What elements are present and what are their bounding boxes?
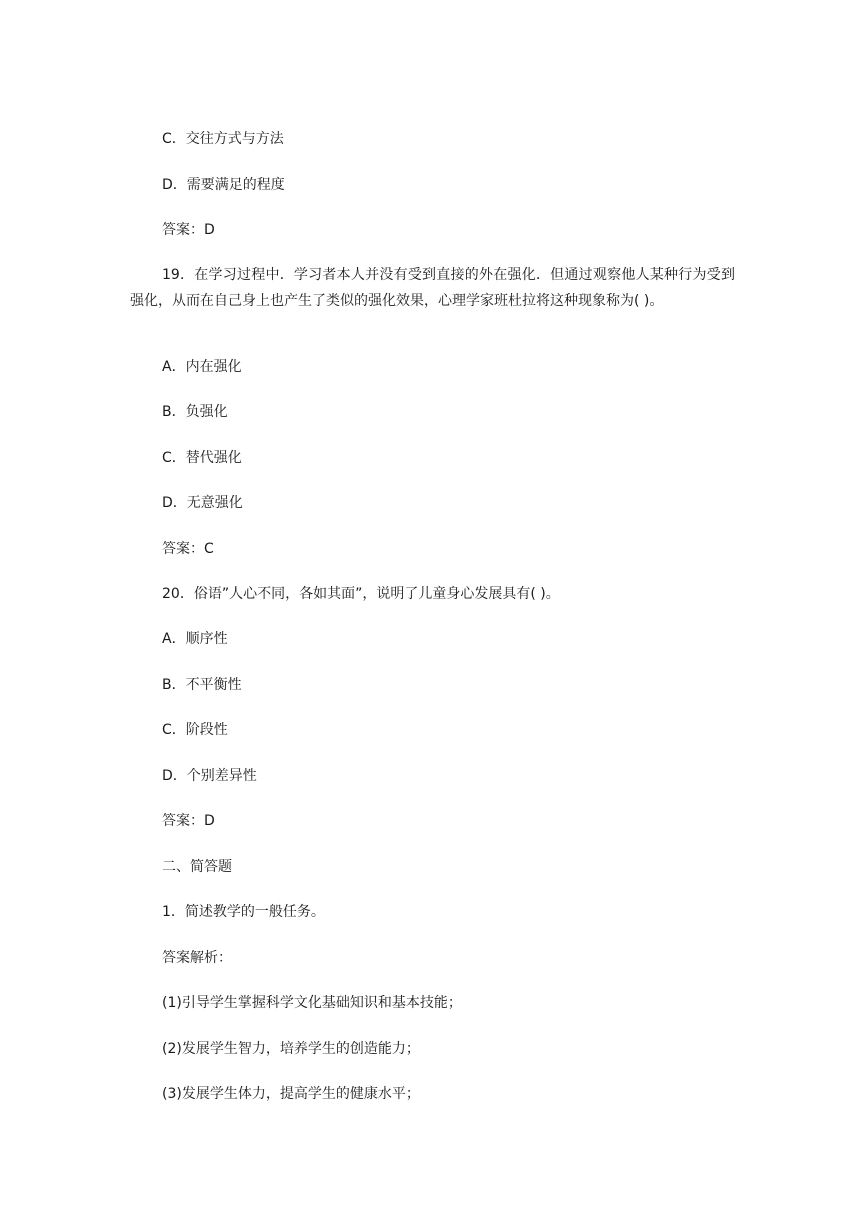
q20-option-d: D．个别差异性 <box>162 768 257 784</box>
answer-point-1: (1)引导学生掌握科学文化基础知识和基本技能； <box>162 995 462 1011</box>
answer-point-2: (2)发展学生智力，培养学生的创造能力； <box>162 1041 420 1057</box>
question-19: 19．在学习过程中．学习者本人并没有受到直接的外在强化．但通过观察他人某种行为受到强化，从而在自己身上也产生了类似的强化效果，心理学家班杜拉将这种现象称为( )。 <box>130 267 735 309</box>
q20-option-a: A．顺序性 <box>162 631 228 647</box>
answer-18: 答案：D <box>162 222 215 238</box>
q19-option-d: D．无意强化 <box>162 495 243 511</box>
short-question-1: 1．简述教学的一般任务。 <box>162 904 325 920</box>
answer-point-3: (3)发展学生体力，提高学生的健康水平； <box>162 1086 420 1102</box>
q19-option-c: C．替代强化 <box>162 450 242 466</box>
answer-20: 答案：D <box>162 813 215 829</box>
answer-analysis-label: 答案解析： <box>162 950 232 966</box>
q20-option-b: B．不平衡性 <box>162 677 242 693</box>
option-c-text: C．交往方式与方法 <box>162 131 284 147</box>
answer-19: 答案：C <box>162 541 214 557</box>
q19-option-a: A．内在强化 <box>162 359 242 375</box>
q20-option-c: C．阶段性 <box>162 722 228 738</box>
option-d-text: D．需要满足的程度 <box>162 177 285 193</box>
question-20: 20．俗语”人心不同，各如其面”，说明了儿童身心发展具有( )。 <box>162 586 560 602</box>
section-heading: 二、简答题 <box>162 859 232 875</box>
q19-option-b: B．负强化 <box>162 404 228 420</box>
